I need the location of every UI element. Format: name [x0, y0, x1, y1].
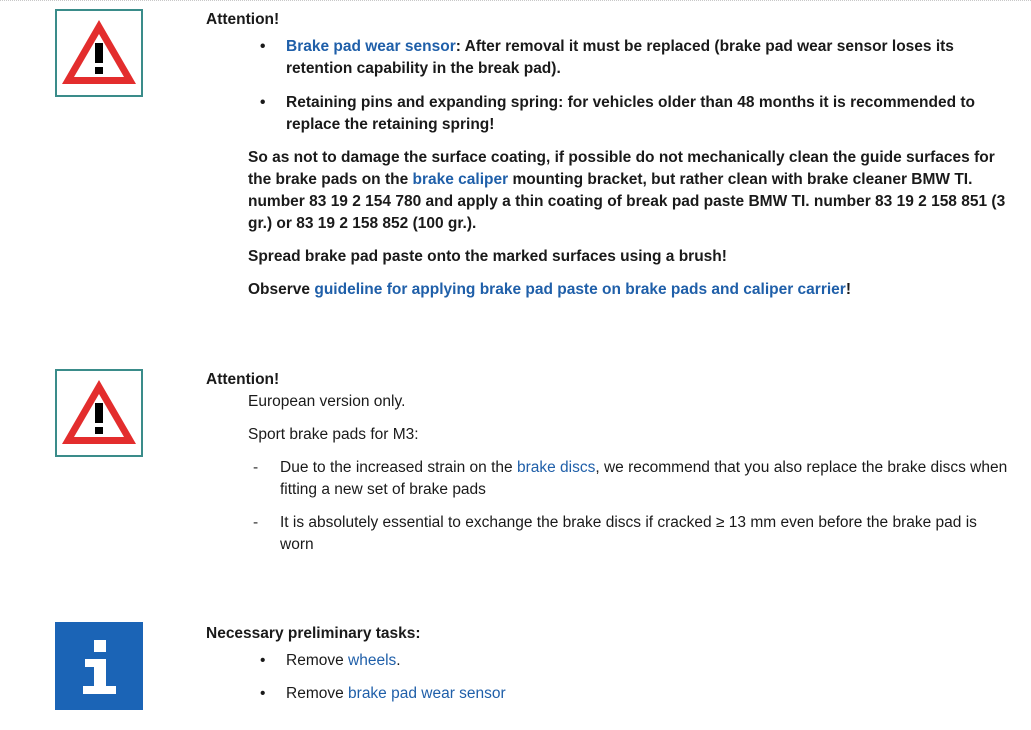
paragraph-text: mounting bracket, but rather clean with brake cleaner BMW TI. number 83 19 2 154 780 and apply a thin coating of break pad paste BMW TI. number 83 19 2 158 851 (3 gr.) or 83 19 2 158 852 (100 gr.). — [248, 171, 1006, 232]
section-heading: Attention! — [206, 11, 280, 28]
warning-triangle-icon — [55, 369, 143, 457]
list-item-text: . — [396, 652, 401, 669]
top-divider — [0, 0, 1031, 1]
brake-discs-link[interactable]: brake discs — [516, 459, 596, 476]
list-item-text: Due to the increased strain on the — [280, 459, 517, 476]
paragraph — [206, 279, 1011, 301]
wheels-link[interactable]: wheels — [348, 652, 397, 669]
brake-pad-wear-sensor-link[interactable]: brake pad wear sensor — [348, 685, 506, 702]
list-item-text: Retaining pins and expanding spring: for vehicles older than 48 months it is recommended to replace the retaining spring! — [286, 94, 975, 133]
dash-marker: - — [253, 514, 259, 531]
brake-pad-wear-sensor-link[interactable]: Brake pad wear sensor — [286, 38, 456, 55]
warning-triangle-icon — [55, 9, 143, 97]
bullet-marker: • — [260, 685, 266, 702]
list-item — [206, 457, 1011, 501]
list-item-text: , we recommend that you also replace the brake discs when fitting a new set of brake pads — [280, 459, 1008, 498]
list-item — [206, 683, 1011, 705]
info-icon — [55, 622, 143, 710]
guideline-link[interactable]: guideline for applying brake pad paste on brake pads and caliper carrier — [314, 281, 846, 298]
paragraph — [206, 147, 1011, 235]
list-item-text: Remove — [286, 652, 349, 669]
brake-caliper-link[interactable]: brake caliper — [412, 171, 509, 188]
bullet-marker: • — [260, 38, 266, 55]
bullet-marker: • — [260, 652, 266, 669]
section-heading: Attention! — [206, 371, 280, 388]
paragraph: European version only. — [248, 393, 406, 410]
paragraph-text: ! — [845, 281, 851, 298]
paragraph: Sport brake pads for M3: — [248, 426, 419, 443]
paragraph: Spread brake pad paste onto the marked surfaces using a brush! — [248, 248, 727, 265]
dash-marker: - — [253, 459, 259, 476]
list-item — [206, 92, 1011, 136]
paragraph-text: Observe — [248, 281, 315, 298]
list-item-text: It is absolutely essential to exchange the brake discs if cracked ≥ 13 mm even before the brake pad is worn — [280, 514, 977, 553]
list-item-text: : After removal it must be replaced (brake pad wear sensor loses its retention capability in the break pad). — [286, 38, 954, 77]
list-item — [206, 650, 1011, 672]
list-item — [206, 512, 1011, 556]
bullet-marker: • — [260, 94, 266, 111]
list-item — [206, 36, 1011, 80]
section-heading: Necessary preliminary tasks: — [206, 625, 421, 642]
paragraph-text: So as not to damage the surface coating, if possible do not mechanically clean the guide surfaces for the brake pads on the — [248, 149, 995, 188]
list-item-text: Remove — [286, 685, 349, 702]
